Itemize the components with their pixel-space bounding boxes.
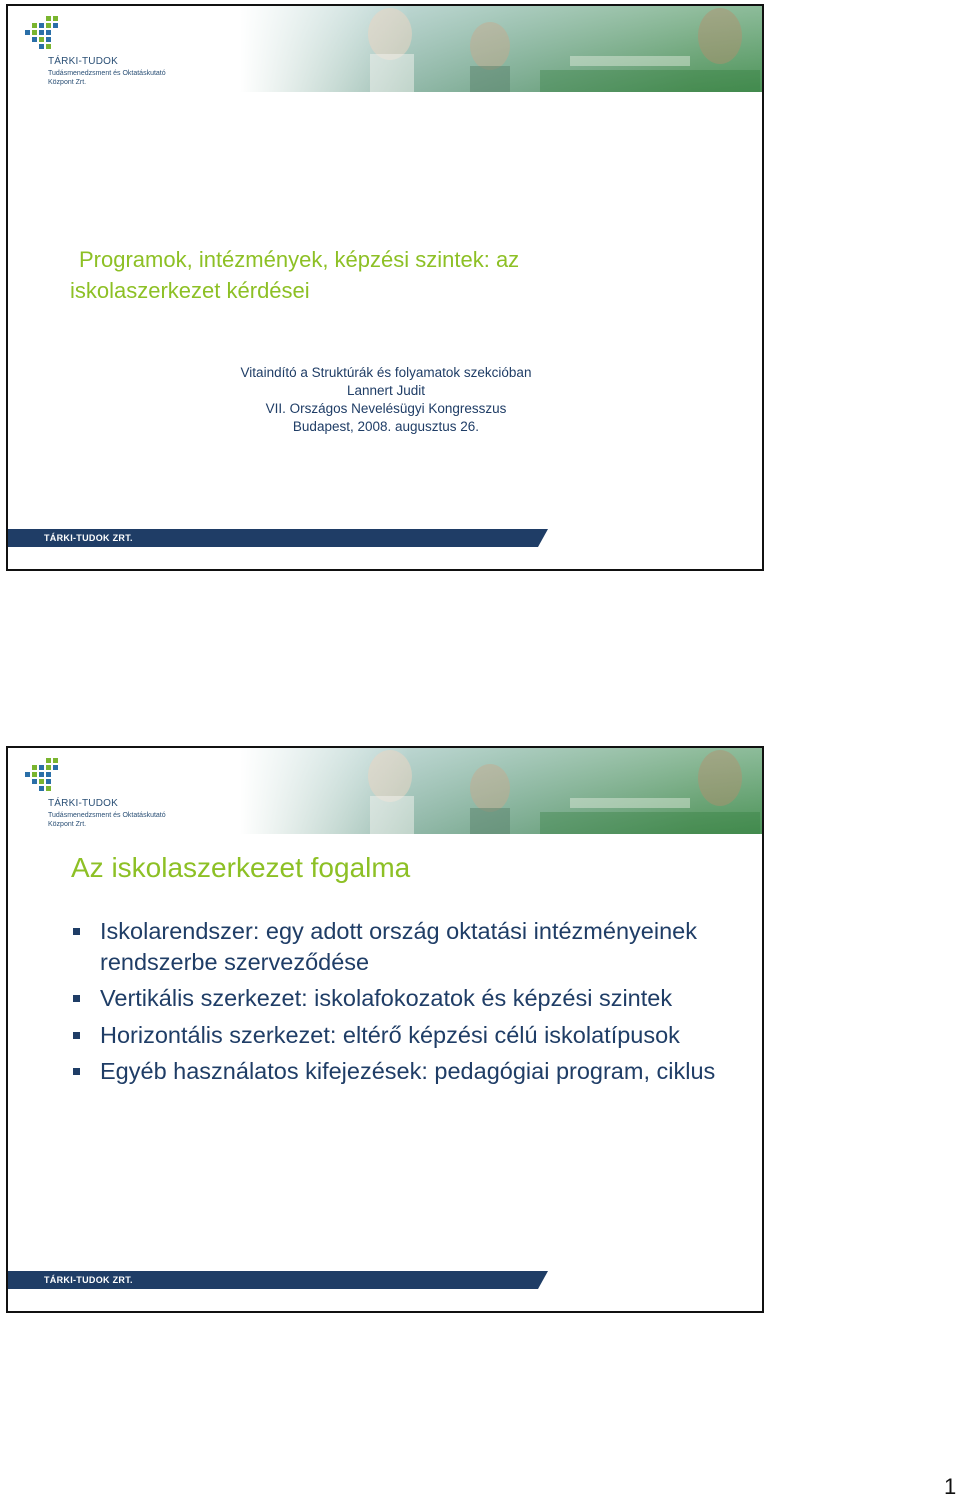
logo-name: TÁRKI-TUDOK: [48, 798, 118, 809]
slide-subtitle: [176, 364, 596, 436]
square-bullet-icon: [73, 1032, 80, 1039]
subtitle-line: Budapest, 2008. augusztus 26.: [292, 419, 480, 434]
list-item-text: Egyéb használatos kifejezések: pedagógiai program, ciklus: [100, 1058, 716, 1084]
slide-header: [8, 6, 762, 92]
logo-subtitle-line1: Tudásmenedzsment és Oktatáskutató: [48, 70, 166, 77]
footer-label: TÁRKI-TUDOK ZRT.: [44, 1275, 133, 1285]
logo-grid-icon: [20, 14, 64, 54]
classroom-photo: [240, 748, 764, 834]
square-bullet-icon: [73, 1068, 80, 1075]
list-item-text: Iskolarendszer: egy adott ország oktatási intézményeinek rendszerbe szerveződése: [100, 918, 697, 975]
list-item: [70, 1020, 730, 1051]
logo-subtitle: [48, 69, 166, 87]
classroom-photo-art: [240, 6, 764, 92]
list-item: [70, 916, 730, 977]
logo-subtitle-line1: Tudásmenedzsment és Oktatáskutató: [48, 812, 166, 819]
square-bullet-icon: [73, 928, 80, 935]
classroom-photo-art: [240, 748, 764, 834]
tarki-tudok-logo: [20, 756, 180, 832]
footer-label: TÁRKI-TUDOK ZRT.: [44, 533, 133, 543]
logo-subtitle: [48, 811, 166, 829]
subtitle-line: Vitaindító a Struktúrák és folyamatok szekcióban: [240, 365, 532, 380]
logo-grid-icon: [20, 756, 64, 796]
slide-concept: [6, 746, 764, 1313]
tarki-tudok-logo: [20, 14, 180, 90]
bullet-list: [70, 916, 730, 1093]
logo-subtitle-line2: Központ Zrt.: [48, 821, 87, 828]
slide-heading: Az iskolaszerkezet fogalma: [71, 852, 411, 883]
list-item-text: Horizontális szerkezet: eltérő képzési célú iskolatípusok: [100, 1021, 680, 1048]
title-line-1: Programok, intézmények, képzési szintek: az: [79, 247, 520, 272]
list-item: [70, 983, 730, 1014]
logo-subtitle-line2: Központ Zrt.: [48, 79, 87, 86]
slide-title: [6, 4, 764, 571]
list-item: [70, 1056, 730, 1087]
slide-footer: [8, 529, 548, 547]
subtitle-line: Lannert Judit: [346, 383, 426, 398]
slide-footer: [8, 1271, 548, 1289]
slide-header: [8, 748, 762, 834]
list-item-text: Vertikális szerkezet: iskolafokozatok és képzési szintek: [100, 985, 673, 1011]
page-number: 1: [944, 1474, 957, 1499]
square-bullet-icon: [73, 995, 80, 1002]
classroom-photo: [240, 6, 764, 92]
title-line-2: iskolaszerkezet kérdései: [70, 278, 310, 303]
subtitle-line: VII. Országos Nevelésügyi Kongresszus: [265, 401, 507, 416]
logo-name: TÁRKI-TUDOK: [48, 56, 118, 67]
slide-title-heading: [70, 244, 710, 306]
